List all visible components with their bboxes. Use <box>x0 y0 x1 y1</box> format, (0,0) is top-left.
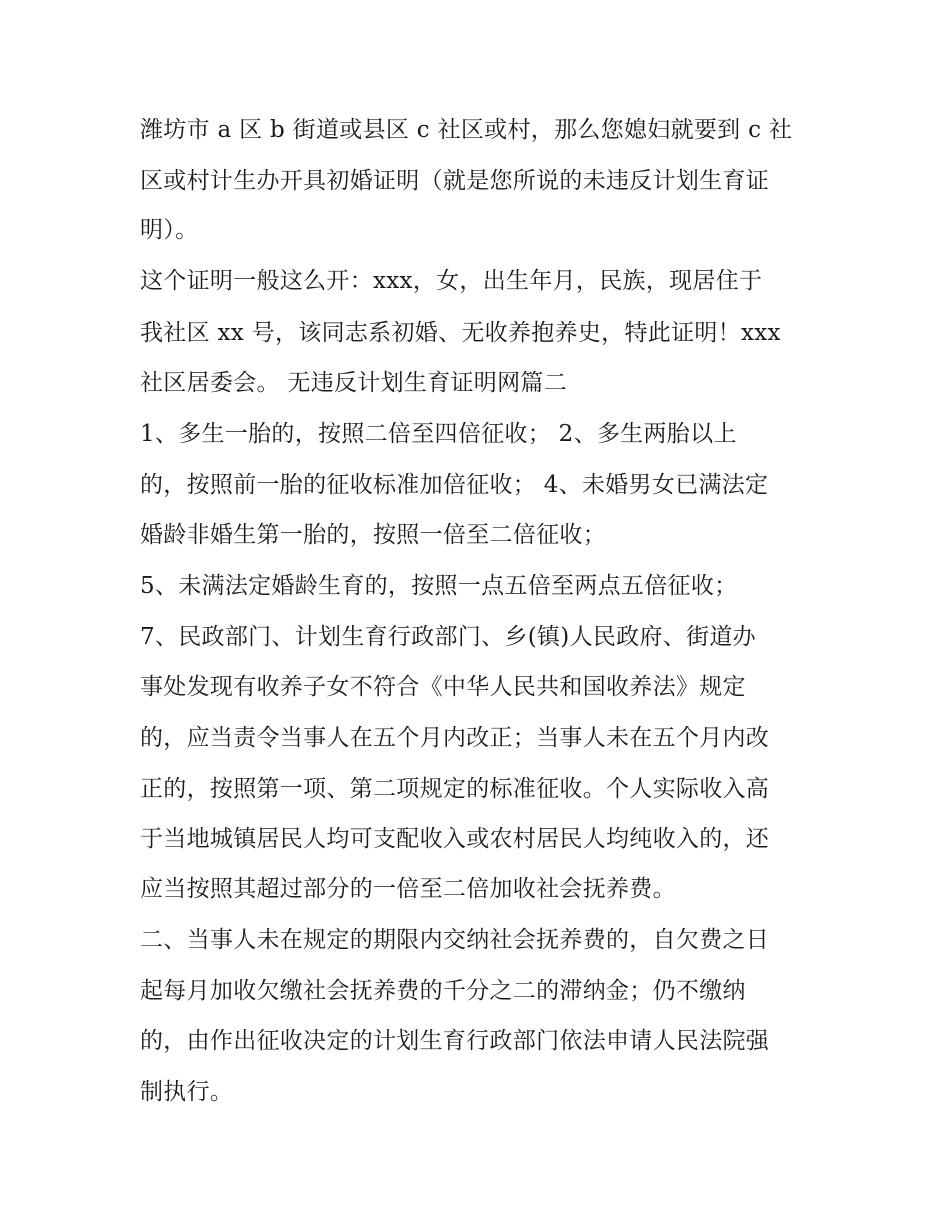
text-line: 7、民政部门、计划生育行政部门、乡(镇)人民政府、街道办 <box>140 624 756 650</box>
text-line: 这个证明一般这么开：xxx，女，出生年月，民族，现居住于 <box>140 268 763 294</box>
text-line: 社区居委会。 无违反计划生育证明网篇二 <box>140 370 568 396</box>
text-line: 明）。 <box>140 217 199 243</box>
text-line: 制执行。 <box>140 1079 234 1105</box>
text-line: 的，由作出征收决定的计划生育行政部门依法申请人民法院强 <box>140 1028 770 1054</box>
text-line: 起每月加收欠缴社会抚养费的千分之二的滞纳金；仍不缴纳 <box>140 978 746 1004</box>
text-line: 我社区 xx 号，该同志系初婚、无收养抱养史，特此证明！xxx <box>140 320 781 346</box>
text-line: 的，应当责令当事人在五个月内改正；当事人未在五个月内改 <box>140 725 770 751</box>
text-line: 正的，按照第一项、第二项规定的标准征收。个人实际收入高 <box>140 776 770 802</box>
text-line: 婚龄非婚生第一胎的，按照一倍至二倍征收； <box>140 522 606 548</box>
text-line: 事处发现有收养子女不符合《中华人民共和国收养法》规定 <box>140 674 746 700</box>
text-line: 应当按照其超过部分的一倍至二倍加收社会抚养费。 <box>140 876 676 902</box>
text-line: 1、多生一胎的，按照二倍至四倍征收； 2、多生两胎以上 <box>140 421 737 447</box>
text-line: 的，按照前一胎的征收标准加倍征收； 4、未婚男女已满法定 <box>140 472 769 498</box>
text-line: 区或村计生办开具初婚证明（就是您所说的未违反计划生育证 <box>140 168 770 194</box>
text-line: 二、当事人未在规定的期限内交纳社会抚养费的，自欠费之日 <box>140 927 770 953</box>
text-line: 5、未满法定婚龄生育的，按照一点五倍至两点五倍征收； <box>140 573 738 599</box>
text-line: 潍坊市 a 区 b 街道或县区 c 社区或村，那么您媳妇就要到 c 社 <box>140 117 793 143</box>
text-line: 于当地城镇居民人均可支配收入或农村居民人均纯收入的，还 <box>140 826 770 852</box>
